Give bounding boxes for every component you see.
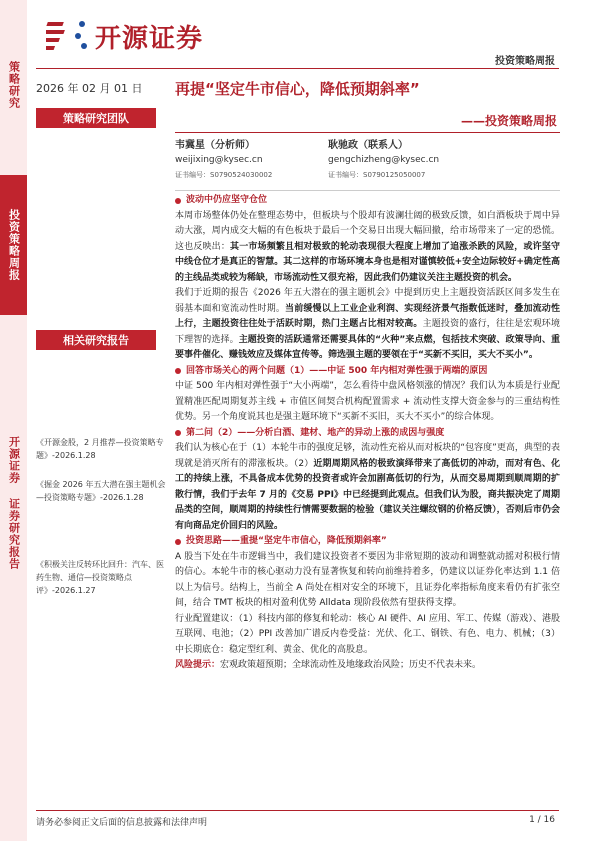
risk-warning: 风险提示：宏观政策超预期；全球流动性及地缘政治风险；历史不代表未来。 — [175, 660, 482, 670]
related-header: 相关研究报告 — [36, 330, 156, 350]
band-label-strategy: 策略研究 — [7, 61, 21, 109]
paragraph: 本周市场整体仍处在整理态势中，但板块与个股却有波澜壮阔的极致反馈，如白酒板块于周中异动大涨，周内成交大幅的有色板块于最后一个交易日出现大幅回撤，给市场带来了一定的恐慌。这也反映出：其一市场频繁且相对极致的轮动表现很大程度上增加了追涨杀跌的风险，或许坚守中线仓位才是真正的智慧。其二这样的市场环境本身也是相对谨慎较低+安全边际较好+确定性高的主线品类或较为稀缺，市场流动性又很充裕，因此我们仍建议关注主题投资的机会。 — [175, 210, 560, 283]
author-email[interactable]: weijixing@kysec.cn — [175, 155, 263, 165]
paragraph: 我们认为核心在于（1）本轮牛市的强度足够，流动性充裕从而对板块的“包容度”更高，典型的表现就是消灭所有的滞涨板块。（2）近期周期风格的极致演绎带来了高低切的冲动，而对有色、化工的持续上涨，不具备成本优势的投资者或许会加剧高低切的行为，从而交易周期到顺周期的扩散行情，我们于去年 7 月的《交易 PPI》中已经提到此观点。但我们认为股，商共振决定了周期品类的空间，顺周期的持续性行情需要数据的检验（建议关注螺纹钢的价格反馈），否则后市仍会有向商品定价回归的风险。 — [175, 443, 560, 531]
related-report-1[interactable]: 《开源金股，2 月推荐—投资策略专题》-2026.1.28 — [36, 438, 164, 460]
header-rule — [36, 68, 559, 69]
paragraph: 行业配置建议：（1）科技内部的修复和轮动：核心 AI 硬件、AI 应用、军工、传媒（游戏）、港股互联网、电池；（2）PPI 改善加广谱反内卷受益：光伏、化工、钢铁、有色、电力、机械；（3）中长期底仓：稳定型红利、黄金、优化的高股息。 — [175, 613, 560, 655]
section-heading-1: 波动中仍应坚守仓位 — [175, 193, 560, 209]
band-label-report-type: 投资策略周报 — [0, 175, 27, 315]
related-report-3[interactable]: 《积极关注反转环比回升：汽车、医药生物、通信—投资策略点评》-2026.1.27 — [36, 560, 164, 595]
title-rule — [175, 132, 560, 133]
author-2 — [328, 138, 439, 183]
paragraph: 我们于近期的报告《2026 年五大潜在的强主题机会》中提到历史上主题投资活跃区间多发生在弱基本面和宽流动性时期。当前缓慢以上工业企业利润、实现经济景气指数低迷时，叠加流动性上行，主题投资往往处于活跃时期，热门主题占比相对较高。主题投资的盛行，往往是宏观环境下理智的选择。主题投资的活跃通常还需要具体的“火种”来点燃，包括技术突破、政策导向、重要事件催化、赚钱效应及媒体宣传等。筛选强主题的要领在于“买新不买旧，买大不买小”。 — [175, 288, 560, 360]
author-email[interactable]: gengchizheng@kysec.cn — [328, 155, 440, 165]
page-number: 1 / 16 — [529, 815, 555, 825]
footer-disclaimer: 请务必参阅正文后面的信息披露和法律声明 — [36, 818, 208, 828]
report-title: 再提“坚定牛市信心，降低预期斜率” — [175, 80, 420, 98]
logo-icon — [46, 16, 92, 54]
authors-rule — [175, 190, 560, 191]
section-heading-4: 投资思路——重提“坚定牛市信心，降低预期斜率” — [175, 534, 560, 550]
section-heading-3: 第二问（2）——分析白酒、建材、地产的异动上涨的成因与强度 — [175, 426, 560, 442]
bullet-icon — [175, 198, 181, 204]
bullet-icon — [175, 368, 181, 374]
author-1 — [175, 138, 272, 183]
paragraph: A 股当下处在牛市逻辑当中，我们建议投资者不要因为非常短期的波动和调整就动摇对积极行情的信心。本轮牛市的核心驱动力没有显著恢复和转向前维持着多，仍建议以证券化率达到 1.1 倍以上为信号。结构上，当前全 A 尚处在相对安全的环境下，且证券化率指标角度来看仍有扩张空间，结合 TMT 板块的相对盈利优势 Alldata 现阶段依然有望获得支撑。 — [175, 551, 560, 608]
bullet-icon — [175, 539, 181, 545]
report-subtitle: ——投资策略周报 — [460, 114, 557, 128]
report-body — [175, 193, 560, 674]
footer-rule — [36, 810, 559, 811]
author-name: 耿驰政（联系人） — [328, 140, 408, 151]
side-band — [0, 0, 27, 841]
author-name: 韦冀星（分析师） — [175, 140, 255, 151]
team-header: 策略研究团队 — [36, 108, 156, 128]
section-heading-2: 回答市场关心的两个问题（1）——中证 500 年内相对弹性强于两端的原因 — [175, 364, 560, 380]
report-date: 2026 年 02 月 01 日 — [36, 82, 143, 95]
bullet-icon — [175, 430, 181, 436]
author-cert: 证书编号：S0790125050007 — [328, 171, 426, 179]
author-cert: 证书编号：S0790524030002 — [175, 171, 273, 179]
report-type-label: 投资策略周报 — [495, 56, 555, 67]
paragraph: 中证 500 年内相对弹性强于“大小两端”，怎么看待中盘风格领涨的情况？我们认为本质是行业配置精准匹配周期复苏主线 + 市值区间契合机构配置需求 + 流动性支撑大资金参与的三重结构性优势。另一个角度说其也是强主题环境下“买新不买旧，买大不买小”的综合体现。 — [175, 381, 560, 422]
related-report-2[interactable]: 《掘金 2026 年五大潜在强主题机会—投资策略专题》-2026.1.28 — [36, 480, 166, 502]
band-label-firm: 开源证券 证券研究报告 — [7, 435, 21, 570]
logo-text: 开源证券 — [95, 24, 204, 54]
